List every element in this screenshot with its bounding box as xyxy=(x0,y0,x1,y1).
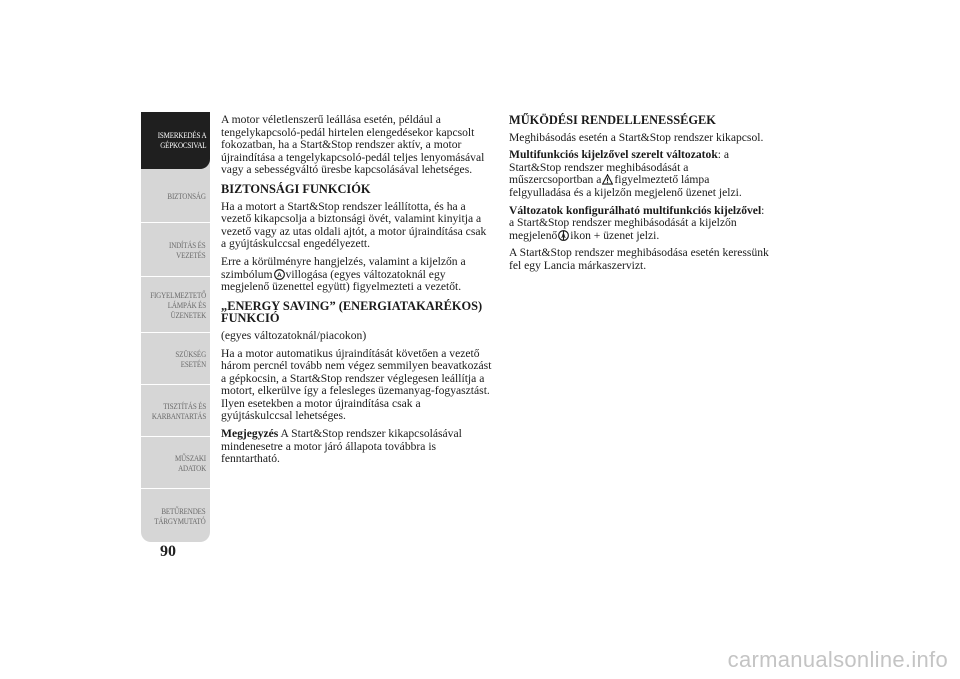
watermark: carmanualsonline.info xyxy=(727,647,948,672)
service-paragraph: A Start&Stop rendszer meghibásodása esetén keressünk fel egy Lancia márkaszervizt. xyxy=(509,246,769,272)
svg-text:A: A xyxy=(276,271,282,279)
note-label: Megjegyzés xyxy=(221,427,279,441)
malfunction-heading: MŰKÖDÉSI RENDELLENESSÉGEK xyxy=(509,113,716,127)
left-column xyxy=(221,114,493,471)
safety-heading: BIZTONSÁGI FUNKCIÓK xyxy=(221,181,371,196)
tab-biztonsag[interactable]: BIZTONSÁG xyxy=(141,169,210,223)
tab-figyelmezteto[interactable]: FIGYELMEZTETŐ LÁMPÁK ÉS ÜZENETEK xyxy=(141,277,210,333)
intro-paragraph: A motor véletlenszerű leállása esetén, például a tengelykapcsoló-pedál hirtelen elengedésekor kapcsolt fokozatban, ha a Start&Stop rendszer aktív, a motor újraindítása a tengelykapcsoló-pedál teljes lenyomásával vagy a sebességváltó üresbe kapcsolásával lehetséges. xyxy=(221,113,485,177)
page-number: 90 xyxy=(160,543,176,560)
multifunction-paragraph: Multifunkciós kijelzővel szerelt változatok: a Start&Stop rendszer meghibásodását a műszercsoportban a figyelmeztető lámpa felgyulladása és a kijelzőn megjelenő üzenet jelzi. xyxy=(509,148,742,199)
configurable-paragraph: Változatok konfigurálható multifunkciós kijelzővel: a Start&Stop rendszer meghibásodását a kijelzőn megjelenő A ikon + üzenet jelzi. xyxy=(509,203,765,242)
start-stop-icon xyxy=(274,269,285,280)
energy-saving-paragraph: Ha a motor automatikus újraindítását követően a vezető három percnél tovább nem végez semmilyen beavatkozást a gépkocsin, a Start&Stop rendszer véglegesen leállítja a motort, elkerülve így a felesleges üzemanyag-fogyasztást. Ilyen esetekben a motor újraindítása csak a gyújtáskulccsal lehetséges. xyxy=(221,346,492,423)
tab-szukseg[interactable]: SZÜKSÉG ESETÉN xyxy=(141,333,210,385)
energy-saving-heading: „ENERGY SAVING” (ENERGIATAKARÉKOS) FUNKCIÓ xyxy=(221,298,483,326)
safety-paragraph-1: Ha a motort a Start&Stop rendszer leállította, és ha a vezető kikapcsolja a biztonsági övét, valamint kinyitja a vezető vagy az utas oldali ajtót, a motor újraindítása csak a gyújtáskulccsal engedélyezett. xyxy=(221,199,487,251)
tab-targymutato[interactable]: BETŰRENDES TÁRGYMUTATÓ xyxy=(154,505,206,526)
malfunction-paragraph-1: Meghibásodás esetén a Start&Stop rendszer kikapcsol. xyxy=(509,130,764,144)
right-column xyxy=(509,114,769,278)
tab-inditas[interactable]: INDÍTÁS ÉS VEZETÉS xyxy=(141,223,210,277)
note-paragraph: Megjegyzés A Start&Stop rendszer kikapcsolásával mindenesetre a motor járó állapota továbbra is fenntartható. xyxy=(221,427,462,466)
svg-text:A: A xyxy=(561,232,567,240)
energy-saving-subtitle: (egyes változatoknál/piacokon) xyxy=(221,328,367,342)
start-stop-fault-icon xyxy=(558,230,569,241)
warning-triangle-icon xyxy=(602,174,613,185)
tab-tisztitas[interactable]: TISZTÍTÁS ÉS KARBANTARTÁS xyxy=(141,385,210,437)
safety-paragraph-2: Erre a körülményre hangjelzés, valamint a kijelzőn a szimbólum A villogása (egyes változatoknál egy megjelenő üzenettel együtt) figyelmezteti a vezetőt. xyxy=(221,254,466,294)
tab-ismerkedes[interactable]: ISMERKEDÉS A GÉPKOCSIVAL xyxy=(141,112,210,169)
chapter-tabs xyxy=(141,112,210,542)
tab-muszaki[interactable]: MŰSZAKI ADATOK xyxy=(141,437,210,489)
